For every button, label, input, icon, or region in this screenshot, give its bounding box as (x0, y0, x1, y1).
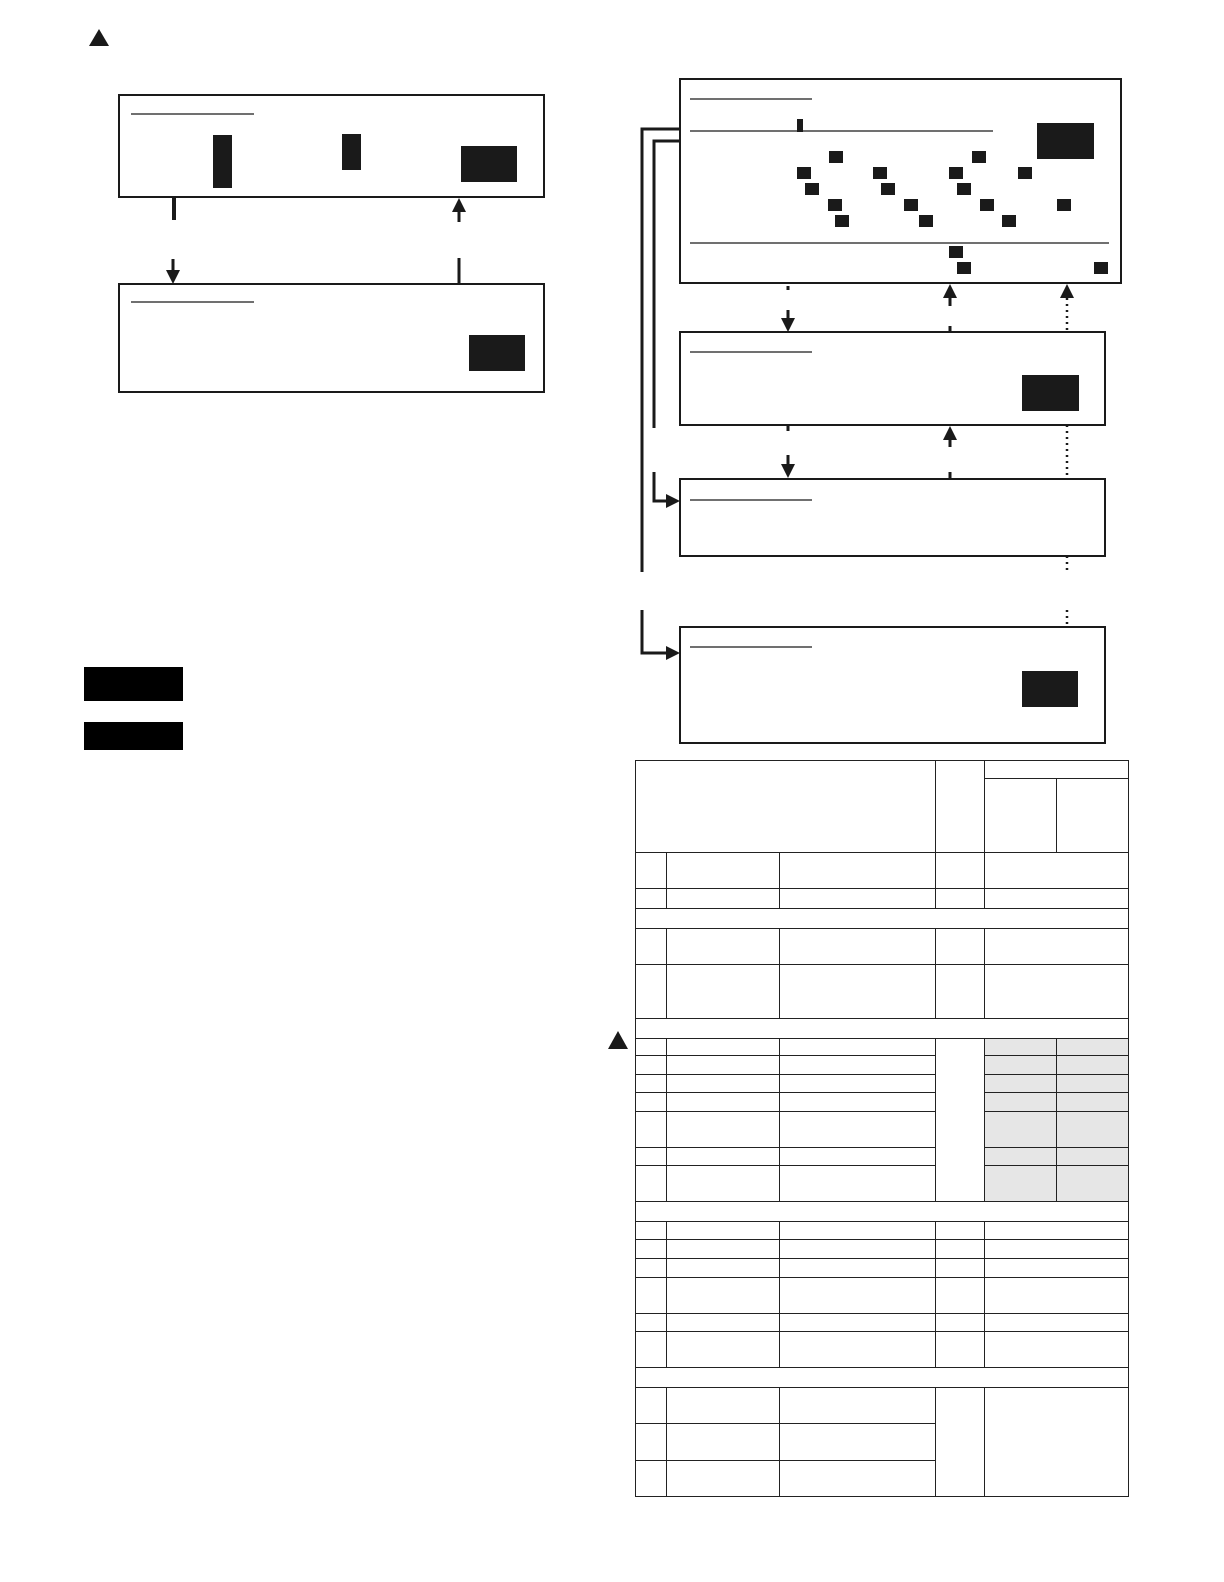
dashed-down-arrow-1 (781, 286, 795, 332)
right-screen-2 (680, 332, 1105, 425)
right-screen-3 (680, 479, 1105, 556)
left-screen-a (119, 95, 544, 197)
table-header-row (636, 761, 1129, 779)
right-screen-4 (680, 627, 1105, 743)
table-row (636, 1387, 1129, 1423)
table-row (636, 888, 1129, 909)
key-block-small (342, 134, 361, 170)
table-row (636, 1313, 1129, 1332)
table-row (636, 852, 1129, 888)
table-row (636, 1093, 1129, 1112)
table-row (636, 1277, 1129, 1313)
table-row (636, 1166, 1129, 1202)
table-row (636, 1056, 1129, 1075)
table-row (636, 1074, 1129, 1093)
table-row (636, 1147, 1129, 1166)
table-row (636, 1259, 1129, 1278)
softkey-block (1022, 671, 1078, 707)
softkey-block (1037, 123, 1094, 159)
table-row (636, 1221, 1129, 1240)
dashed-up-arrow-2 (943, 426, 957, 479)
table-row (636, 964, 1129, 1019)
arrow-into-screen-4 (642, 610, 680, 660)
warning-triangle-icon (89, 29, 109, 46)
table-row (636, 1111, 1129, 1147)
section-row (636, 909, 1129, 929)
legend-key-b (84, 722, 183, 750)
table-row (636, 1038, 1129, 1055)
right-screen-1 (680, 79, 1121, 283)
table-row (636, 1332, 1129, 1368)
legend-key-a (84, 667, 183, 701)
arrow-into-screen-3 (654, 472, 680, 508)
section-row (636, 1202, 1129, 1222)
spec-table (635, 760, 1129, 1497)
left-screen-b (119, 284, 544, 392)
section-row (636, 1019, 1129, 1039)
softkey-block (1022, 375, 1079, 411)
dashed-down-arrow-2 (781, 425, 795, 478)
warning-triangle-icon (608, 1031, 628, 1049)
left-up-arrow (452, 198, 466, 284)
bracket-connector-outer (642, 129, 680, 572)
dashed-up-arrow-1 (943, 284, 957, 332)
section-row (636, 1368, 1129, 1388)
softkey-block (461, 146, 517, 182)
bracket-connector-inner (654, 141, 680, 428)
dotted-up-arrow (1060, 284, 1074, 627)
left-down-arrow (166, 197, 180, 284)
softkey-block (469, 335, 525, 371)
key-block-tall (213, 135, 232, 188)
table-row (636, 1240, 1129, 1259)
table-row (636, 928, 1129, 964)
